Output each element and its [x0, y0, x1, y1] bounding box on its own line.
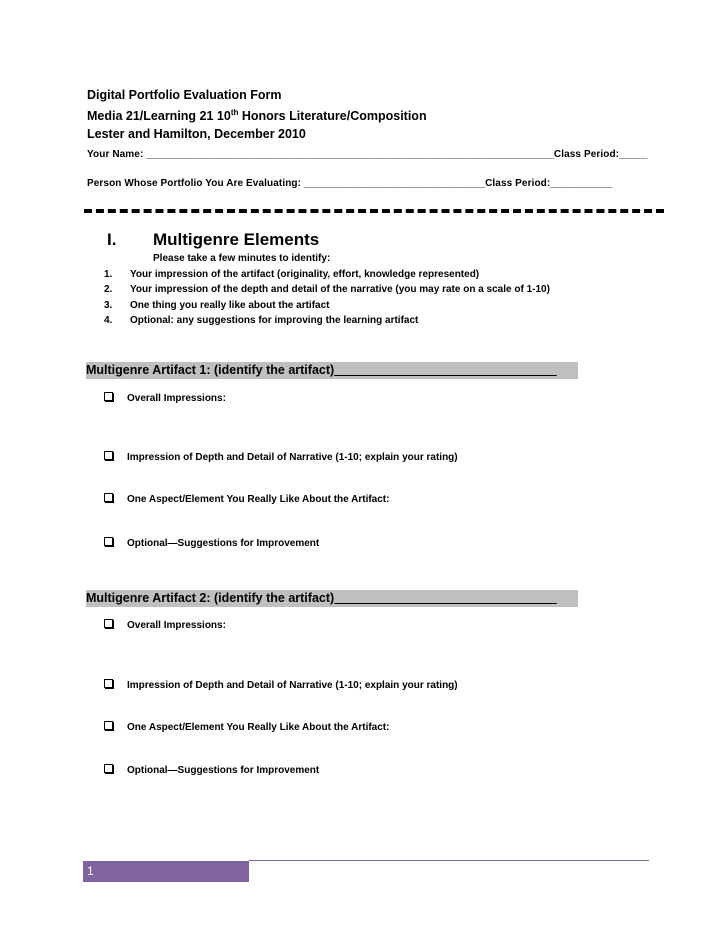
- footer-rule: [249, 860, 649, 861]
- checkbox-icon[interactable]: [104, 451, 113, 460]
- artifact-1-heading: [86, 362, 578, 379]
- instruction-list: [104, 267, 550, 328]
- course-line: [87, 104, 427, 125]
- list-number: 3.: [104, 299, 113, 311]
- checkbox-icon[interactable]: [104, 537, 113, 546]
- checklist-label: Impression of Depth and Detail of Narrative (1-10; explain your rating): [127, 452, 458, 463]
- course-suffix: Honors Literature/Composition: [238, 109, 427, 124]
- checklist-label: One Aspect/Element You Really Like About the Artifact:: [127, 494, 390, 505]
- section-numeral: I.: [107, 230, 117, 249]
- checklist-item: [104, 493, 389, 505]
- course-prefix: Media 21/Learning 21 10: [87, 109, 231, 124]
- artifact-heading-text: Multigenre Artifact 1: (identify the artifact): [86, 363, 335, 377]
- section-title: Multigenre Elements: [153, 230, 320, 249]
- checkbox-icon[interactable]: [104, 619, 113, 628]
- dashed-divider: [84, 209, 664, 213]
- your-name-line: Your Name: ________________________________________________________________________Class Period:_____: [87, 149, 648, 160]
- checkbox-icon[interactable]: [104, 679, 113, 688]
- artifact-blank: ________________________________: [334, 591, 557, 605]
- checklist-label: One Aspect/Element You Really Like About the Artifact:: [127, 722, 390, 733]
- list-item: [104, 298, 550, 313]
- list-text: Optional: any suggestions for improving the learning artifact: [130, 314, 419, 326]
- checklist-item: [104, 679, 458, 691]
- checklist-item: [104, 451, 458, 463]
- list-text: Your impression of the depth and detail of the narrative (you may rate on a scale of 1-10): [130, 284, 550, 296]
- checklist-label: Optional—Suggestions for Improvement: [127, 765, 320, 776]
- list-text: Your impression of the artifact (originality, effort, knowledge represented): [130, 269, 480, 280]
- checkbox-icon[interactable]: [104, 392, 113, 401]
- list-text: One thing you really like about the artifact: [130, 299, 330, 311]
- checklist-label: Overall Impressions:: [127, 620, 226, 631]
- checklist-label: Optional—Suggestions for Improvement: [127, 538, 320, 549]
- artifact-blank: ________________________________: [334, 363, 557, 377]
- checkbox-icon[interactable]: [104, 721, 113, 730]
- checkbox-icon[interactable]: [104, 493, 113, 502]
- checklist-label: Impression of Depth and Detail of Narrative (1-10; explain your rating): [127, 680, 458, 691]
- checkbox-icon[interactable]: [104, 764, 113, 773]
- checklist-item: [104, 392, 226, 404]
- list-item: [104, 313, 550, 328]
- checklist-item: [104, 619, 226, 631]
- evaluated-person-line: Person Whose Portfolio You Are Evaluating: ________________________________Class Period:___________: [87, 178, 613, 189]
- page-number: 1: [87, 864, 94, 878]
- section-heading: [107, 230, 319, 250]
- form-title: Digital Portfolio Evaluation Form: [87, 88, 282, 102]
- checklist-item: [104, 721, 389, 733]
- list-number: 2.: [104, 284, 113, 296]
- artifact-heading-text: Multigenre Artifact 2: (identify the artifact): [86, 591, 335, 605]
- footer-accent-bar: [83, 861, 249, 882]
- course-superscript: th: [230, 108, 239, 117]
- checklist-item: [104, 764, 319, 776]
- list-item: [104, 267, 550, 282]
- form-header: [87, 86, 427, 143]
- authors-line: Lester and Hamilton, December 2010: [87, 127, 306, 142]
- checklist-label: Overall Impressions:: [127, 393, 226, 404]
- list-item: [104, 282, 550, 297]
- checklist-item: [104, 537, 319, 549]
- section-subtitle: Please take a few minutes to identify:: [153, 253, 331, 264]
- list-number: 1.: [104, 269, 113, 280]
- artifact-2-heading: [86, 590, 578, 607]
- list-number: 4.: [104, 314, 113, 326]
